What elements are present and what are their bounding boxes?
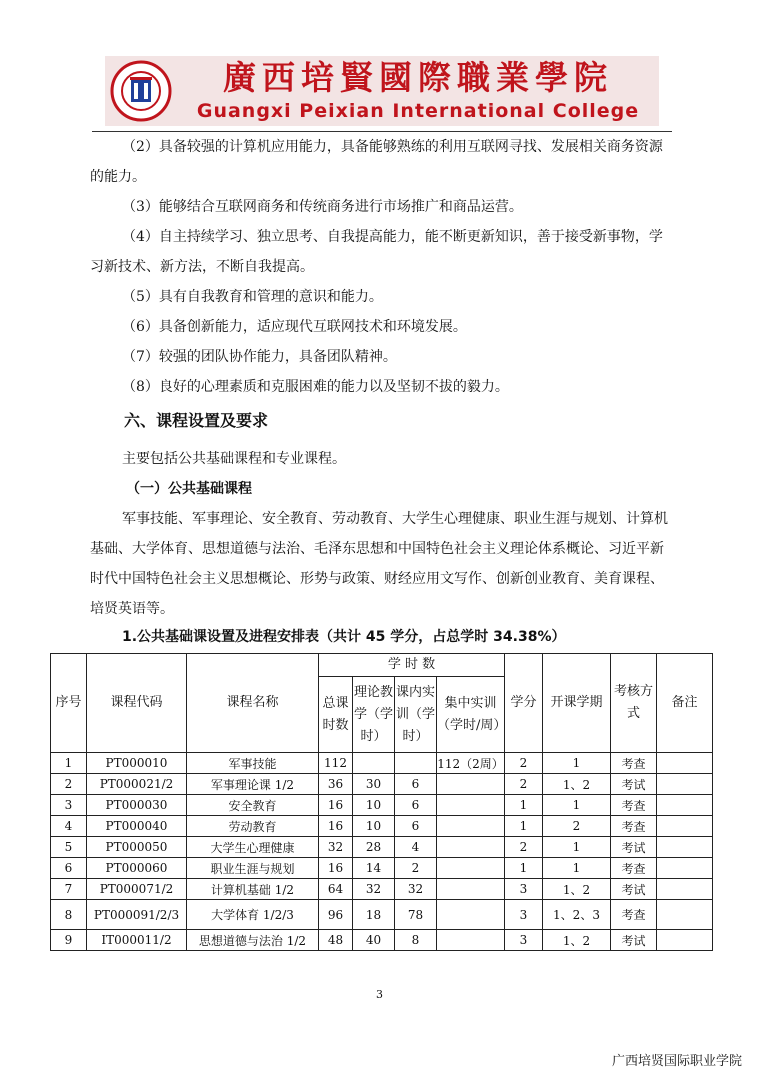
th-code: 课程代码: [87, 654, 187, 753]
cell-name: 安全教育: [187, 795, 319, 816]
cell-intensive: [437, 930, 505, 951]
cell-seq: 9: [51, 930, 87, 951]
cell-term: 1: [543, 795, 611, 816]
cell-intensive: [437, 858, 505, 879]
cell-intensive: [437, 774, 505, 795]
cell-practice: [395, 753, 437, 774]
cell-term: 1、2: [543, 774, 611, 795]
cell-exam: 考试: [611, 930, 657, 951]
table-row: [51, 816, 713, 837]
cell-total: 112: [319, 753, 353, 774]
cell-code: PT000050: [87, 837, 187, 858]
cell-note: [657, 795, 713, 816]
cell-note: [657, 858, 713, 879]
cell-intensive: [437, 900, 505, 930]
cell-seq: 7: [51, 879, 87, 900]
cell-practice: 78: [395, 900, 437, 930]
th-seq: 序号: [51, 654, 87, 753]
cell-exam: 考查: [611, 816, 657, 837]
cell-practice: 6: [395, 795, 437, 816]
cell-seq: 4: [51, 816, 87, 837]
th-hours-group: 学 时 数: [319, 654, 505, 677]
course-table: [50, 653, 713, 951]
ability-item: （2）具备较强的计算机应用能力，具备能够熟练的利用互联网寻找、发展相关商务资源的能力。: [90, 139, 663, 185]
th-theory: 理论教学（学时）: [353, 677, 395, 753]
cell-code: PT000091/2/3: [87, 900, 187, 930]
ability-item: （3）能够结合互联网商务和传统商务进行市场推广和商品运营。: [122, 199, 523, 215]
cell-theory: 28: [353, 837, 395, 858]
cell-exam: 考查: [611, 753, 657, 774]
th-intensive: 集中实训（学时/周）: [437, 677, 505, 753]
section-title: 六、课程设置及要求: [124, 411, 269, 430]
cell-code: PT000021/2: [87, 774, 187, 795]
cell-name: 军事理论课 1/2: [187, 774, 319, 795]
cell-theory: 30: [353, 774, 395, 795]
cell-intensive: [437, 816, 505, 837]
ability-item: （4）自主持续学习、独立思考、自我提高能力，能不断更新知识，善于接受新事物，学习新技术、新方法，不断自我提高。: [90, 229, 663, 275]
cell-code: PT000071/2: [87, 879, 187, 900]
cell-term: 1、2: [543, 879, 611, 900]
cell-theory: 10: [353, 816, 395, 837]
cell-name: 大学生心理健康: [187, 837, 319, 858]
cell-term: 1: [543, 753, 611, 774]
th-name: 课程名称: [187, 654, 319, 753]
table-row: [51, 930, 713, 951]
footer-text: 广西培贤国际职业学院: [611, 1054, 742, 1069]
cell-seq: 6: [51, 858, 87, 879]
cell-practice: 8: [395, 930, 437, 951]
cell-name: 职业生涯与规划: [187, 858, 319, 879]
th-practice: 课内实训（学时）: [395, 677, 437, 753]
cell-credit: 1: [505, 795, 543, 816]
table-row: [51, 837, 713, 858]
college-name-en: Guangxi Peixian International College: [196, 100, 640, 122]
cell-term: 1: [543, 837, 611, 858]
cell-term: 1、2: [543, 930, 611, 951]
cell-intensive: [437, 879, 505, 900]
public-courses-line: 军事技能、军事理论、安全教育、劳动教育、大学生心理健康、职业生涯与规划、计算机基础、大学体育、思想道德与法治、毛泽东思想和中国特色社会主义理论体系概论、习近平新时代中国特色社会主义思想概论、形势与政策、财经应用文写作、创新创业教育、美育课程、培贤英语等。: [90, 511, 668, 617]
cell-credit: 1: [505, 816, 543, 837]
th-note: 备注: [657, 654, 713, 753]
cell-total: 64: [319, 879, 353, 900]
cell-note: [657, 837, 713, 858]
cell-credit: 2: [505, 753, 543, 774]
cell-total: 96: [319, 900, 353, 930]
th-term: 开课学期: [543, 654, 611, 753]
college-seal-icon: [110, 60, 172, 122]
cell-name: 计算机基础 1/2: [187, 879, 319, 900]
cell-exam: 考查: [611, 858, 657, 879]
cell-exam: 考查: [611, 900, 657, 930]
table-row: [51, 879, 713, 900]
cell-exam: 考试: [611, 837, 657, 858]
cell-term: 2: [543, 816, 611, 837]
cell-credit: 1: [505, 858, 543, 879]
cell-name: 思想道德与法治 1/2: [187, 930, 319, 951]
cell-exam: 考试: [611, 879, 657, 900]
intro-line: 主要包括公共基础课程和专业课程。: [122, 451, 346, 467]
cell-code: IT000011/2: [87, 930, 187, 951]
ability-item: （7）较强的团队协作能力，具备团队精神。: [122, 349, 397, 365]
ability-list: [90, 132, 676, 402]
cell-code: PT000010: [87, 753, 187, 774]
cell-seq: 1: [51, 753, 87, 774]
cell-total: 48: [319, 930, 353, 951]
cell-seq: 5: [51, 837, 87, 858]
table-row: [51, 900, 713, 930]
cell-code: PT000040: [87, 816, 187, 837]
cell-credit: 3: [505, 930, 543, 951]
cell-theory: 14: [353, 858, 395, 879]
subsection-title: （一）公共基础课程: [126, 481, 252, 497]
cell-practice: 32: [395, 879, 437, 900]
cell-seq: 3: [51, 795, 87, 816]
cell-intensive: [437, 837, 505, 858]
cell-note: [657, 930, 713, 951]
cell-credit: 3: [505, 900, 543, 930]
table-row: [51, 858, 713, 879]
th-credit: 学分: [505, 654, 543, 753]
table-row: [51, 753, 713, 774]
table-caption: 1.公共基础课设置及进程安排表（共计 45 学分，占总学时 34.38%）: [122, 629, 566, 645]
cell-theory: 32: [353, 879, 395, 900]
cell-theory: 40: [353, 930, 395, 951]
cell-credit: 2: [505, 774, 543, 795]
page-number: 3: [376, 988, 383, 1001]
th-total: 总课时数: [319, 677, 353, 753]
cell-name: 大学体育 1/2/3: [187, 900, 319, 930]
cell-code: PT000060: [87, 858, 187, 879]
cell-note: [657, 774, 713, 795]
cell-name: 军事技能: [187, 753, 319, 774]
th-exam: 考核方式: [611, 654, 657, 753]
cell-credit: 3: [505, 879, 543, 900]
cell-total: 16: [319, 816, 353, 837]
cell-exam: 考试: [611, 774, 657, 795]
intro-text: [90, 444, 676, 474]
cell-seq: 2: [51, 774, 87, 795]
cell-note: [657, 900, 713, 930]
cell-practice: 6: [395, 816, 437, 837]
cell-practice: 2: [395, 858, 437, 879]
cell-credit: 2: [505, 837, 543, 858]
cell-practice: 6: [395, 774, 437, 795]
table-row: [51, 795, 713, 816]
cell-total: 32: [319, 837, 353, 858]
cell-total: 16: [319, 858, 353, 879]
ability-item: （6）具备创新能力，适应现代互联网技术和环境发展。: [122, 319, 467, 335]
cell-intensive: [437, 795, 505, 816]
cell-theory: 10: [353, 795, 395, 816]
cell-seq: 8: [51, 900, 87, 930]
public-courses-text: [90, 504, 676, 624]
cell-practice: 4: [395, 837, 437, 858]
cell-theory: 18: [353, 900, 395, 930]
cell-term: 1、2、3: [543, 900, 611, 930]
cell-note: [657, 879, 713, 900]
college-name-cn: 廣西培賢國際職業學院: [223, 58, 613, 97]
cell-theory: [353, 753, 395, 774]
cell-code: PT000030: [87, 795, 187, 816]
ability-item: （8）良好的心理素质和克服困难的能力以及坚韧不拔的毅力。: [122, 379, 509, 395]
cell-intensive: 112（2周）: [437, 753, 505, 774]
ability-item: （5）具有自我教育和管理的意识和能力。: [122, 289, 383, 305]
cell-note: [657, 753, 713, 774]
cell-total: 36: [319, 774, 353, 795]
cell-exam: 考查: [611, 795, 657, 816]
cell-name: 劳动教育: [187, 816, 319, 837]
cell-term: 1: [543, 858, 611, 879]
cell-note: [657, 816, 713, 837]
cell-total: 16: [319, 795, 353, 816]
table-row: [51, 774, 713, 795]
